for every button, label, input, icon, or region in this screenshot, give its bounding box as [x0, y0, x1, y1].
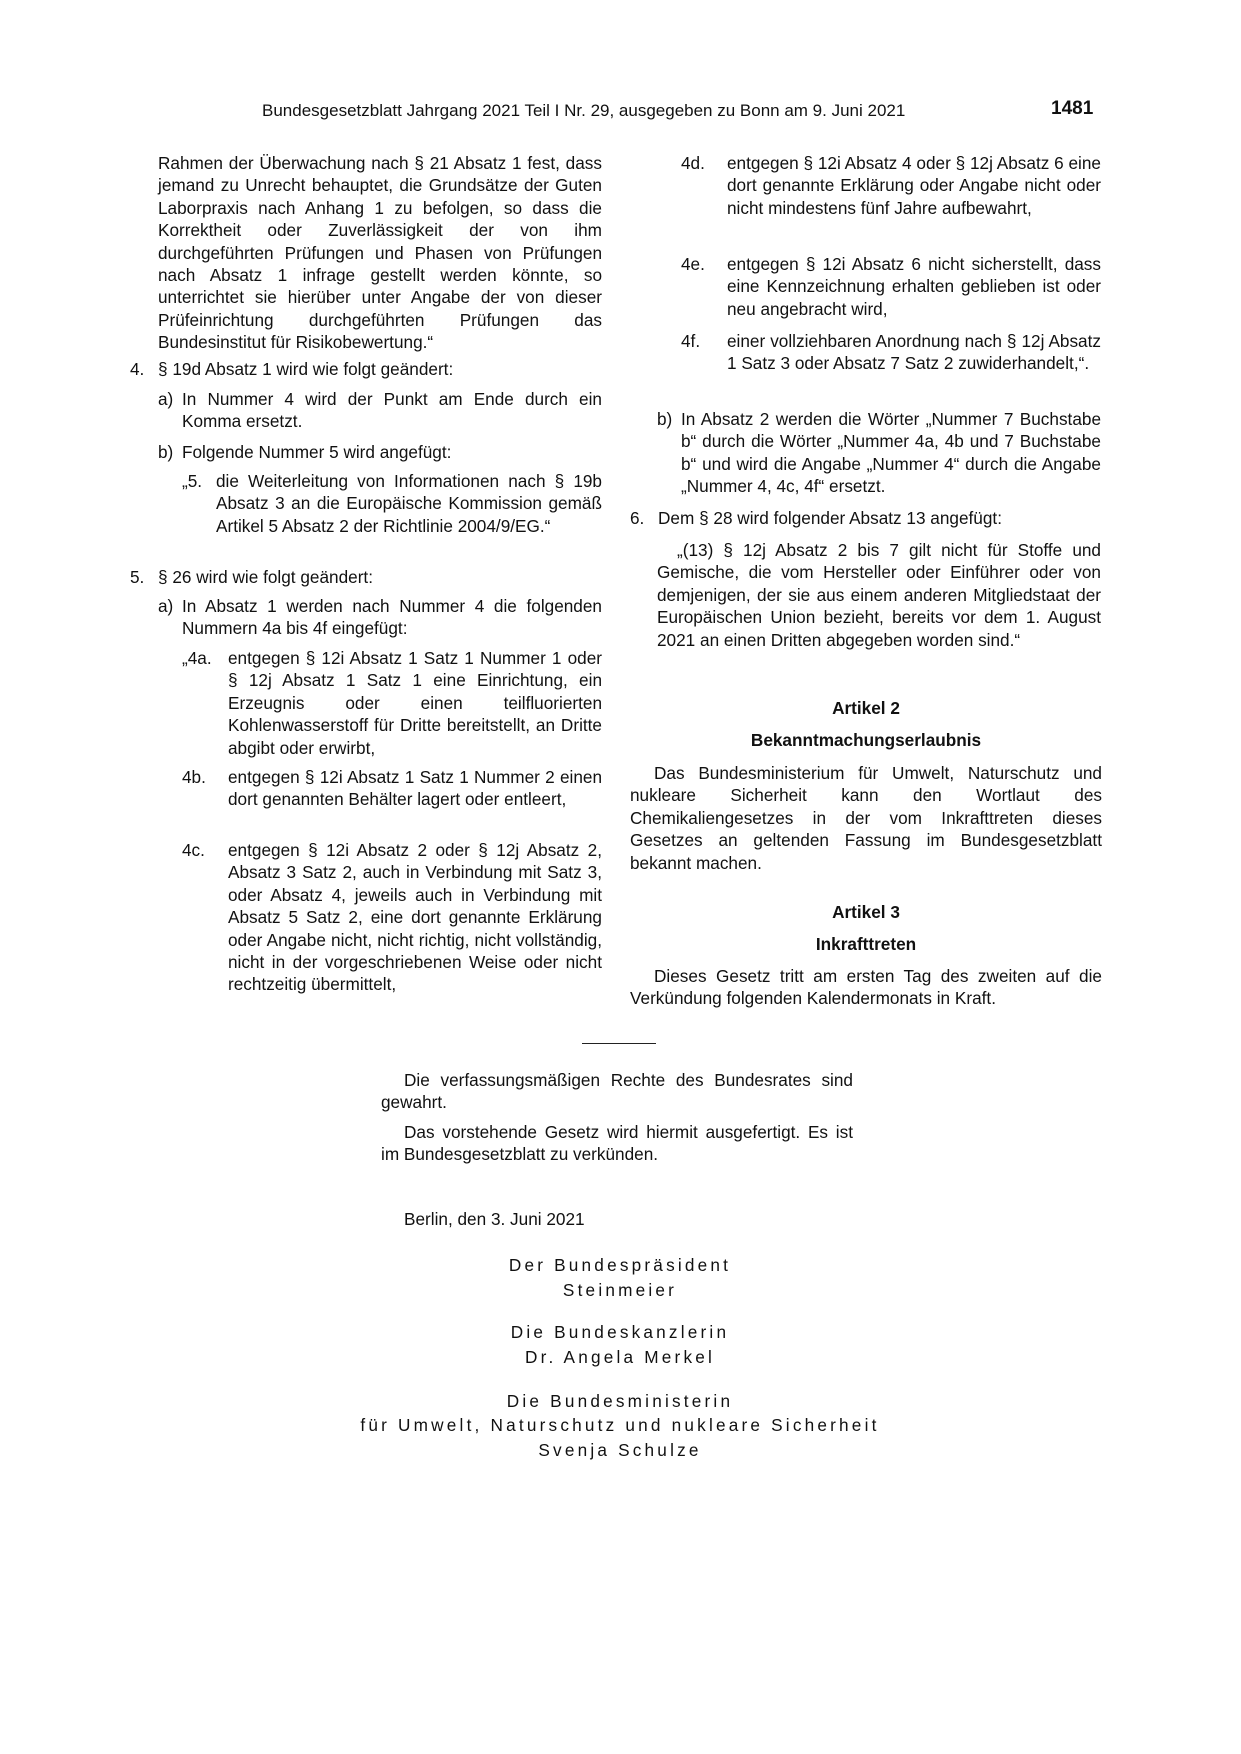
amendment-item-6 — [630, 507, 1102, 529]
sub-label: a) — [158, 596, 174, 616]
article-2-text: Das Bundesministerium für Umwelt, Naturschutz und nukleare Sicherheit kann den Wortlaut des Chemikaliengesetzes in der vom Inkrafttreten dieses Gesetzes an geltenden Fassung im Bundesgesetzblatt bekannt machen. — [630, 763, 1102, 873]
number-label: „4a. — [182, 648, 212, 668]
number-text: entgegen § 12i Absatz 6 nicht sicherstellt, dass eine Kennzeichnung erhalten geblieben ist oder neu angebracht wird, — [727, 254, 1101, 319]
item-text: § 26 wird wie folgt geändert: — [158, 567, 373, 587]
promulgation-statement: Das vorstehende Gesetz wird hiermit ausgefertigt. Es ist im Bundesgesetzblatt zu verkünden. — [381, 1122, 853, 1165]
sub-text: Folgende Nummer 5 wird angefügt: — [182, 442, 452, 462]
number-label: 4d. — [681, 153, 705, 173]
number-text: entgegen § 12i Absatz 1 Satz 1 Nummer 1 oder § 12j Absatz 1 Satz 1 eine Einrichtung, ein Erzeugnis oder einen teilfluorierten Kohlenwasserstoff für Dritte bereitstellt, an Dritte abgibt oder erwirbt, — [228, 648, 602, 758]
number-text: entgegen § 12i Absatz 2 oder § 12j Absatz 2, Absatz 3 Satz 2, auch in Verbindung mit Satz 3, oder Absatz 4, jeweils auch in Verbindung mit Absatz 5 Satz 2, eine dort genannte Erklärung oder Angabe nicht, nicht richtig, nicht vollständig, nicht in der vorgeschriebenen Weise oder nicht rechtzeitig übermittelt, — [228, 840, 602, 995]
new-number-4d — [681, 152, 1101, 219]
new-number-5 — [182, 470, 602, 537]
sub-text: In Nummer 4 wird der Punkt am Ende durch ein Komma ersetzt. — [182, 389, 602, 432]
amendment-item-5 — [130, 566, 602, 588]
item-4-sub-a — [158, 388, 602, 433]
signatory-3-subtitle: für Umwelt, Naturschutz und nukleare Sicherheit — [360, 1415, 880, 1435]
number-text: entgegen § 12i Absatz 4 oder § 12j Absatz 6 eine dort genannte Erklärung oder Angabe nicht oder nicht mindestens fünf Jahre aufbewahrt, — [727, 153, 1101, 218]
amendment-item-4 — [130, 358, 602, 380]
sub-label: a) — [158, 389, 174, 409]
new-number-4c — [182, 839, 602, 996]
signatory-2-title: Die Bundeskanzlerin — [510, 1322, 730, 1342]
new-number-4e — [681, 253, 1101, 320]
number-text: entgegen § 12i Absatz 1 Satz 1 Nummer 2 einen dort genannten Behälter lagert oder entleert, — [228, 767, 602, 810]
item-5-sub-a — [158, 595, 602, 640]
sub-text: In Absatz 2 werden die Wörter „Nummer 7 Buchstabe b“ durch die Wörter „Nummer 4a, 4b und 7 Buchstabe b“ und wird die Angabe „Nummer 4“ durch die Angabe „Nummer 4, 4c, 4f“ ersetzt. — [681, 409, 1101, 497]
sub-text: In Absatz 1 werden nach Nummer 4 die folgenden Nummern 4a bis 4f eingefügt: — [182, 596, 602, 639]
signatory-2-name: Dr. Angela Merkel — [524, 1347, 716, 1367]
item-text: Dem § 28 wird folgender Absatz 13 angefügt: — [658, 508, 1002, 528]
sub-label: b) — [657, 409, 673, 429]
article-2-heading: Bekanntmachungserlaubnis — [750, 730, 982, 750]
separator-rule — [582, 1043, 656, 1044]
number-label: 4f. — [681, 331, 701, 351]
number-label: 4c. — [182, 840, 205, 860]
continuation-paragraph: Rahmen der Überwachung nach § 21 Absatz 1 fest, dass jemand zu Unrecht behauptet, die Grundsätze der Guten Laborpraxis nach Anhang 1 zu befolgen, so dass die Korrektheit oder Zuverlässigkeit der von ihm durchgeführten Prüfungen und Phasen von Prüfungen nach Absatz 1 infrage gestellt werden könnte, so unterrichtet sie hierüber unter Angabe der von dieser Prüfeinrichtung durchgeführten Prüfungen das Bundesinstitut für Risikobewertung.“ — [158, 153, 602, 353]
number-text: einer vollziehbaren Anordnung nach § 12j Absatz 1 Satz 3 oder Absatz 7 Satz 2 zuwiderhandelt,“. — [727, 331, 1101, 374]
article-3-heading: Inkrafttreten — [815, 934, 917, 954]
new-paragraph-13: „(13) § 12j Absatz 2 bis 7 gilt nicht für Stoffe und Gemische, die vom Hersteller oder Einführer oder von demjenigen, der sie aus einem anderen Mitgliedstaat der Europäischen Union bezieht, bereits vor dem 1. August 2021 an einen Dritten abgegeben worden sind.“ — [657, 540, 1101, 650]
new-number-4f — [681, 330, 1101, 375]
article-2-title: Artikel 2 — [832, 698, 900, 718]
item-number: 4. — [130, 359, 145, 379]
item-4-sub-b — [158, 441, 602, 463]
running-header: Bundesgesetzblatt Jahrgang 2021 Teil I Nr. 29, ausgegeben zu Bonn am 9. Juni 2021 — [262, 101, 906, 120]
signatory-1-title: Der Bundespräsident — [508, 1255, 732, 1275]
new-number-4a — [182, 647, 602, 759]
number-label: 4e. — [681, 254, 705, 274]
number-label: „5. — [182, 471, 203, 491]
article-3-text: Dieses Gesetz tritt am ersten Tag des zweiten auf die Verkündung folgenden Kalendermonats in Kraft. — [630, 966, 1102, 1009]
new-number-4b — [182, 766, 602, 811]
article-3-title: Artikel 3 — [832, 902, 900, 922]
sub-label: b) — [158, 442, 174, 462]
place-and-date: Berlin, den 3. Juni 2021 — [404, 1209, 585, 1229]
bundesrat-statement: Die verfassungsmäßigen Rechte des Bundesrates sind gewahrt. — [381, 1070, 853, 1113]
number-text: die Weiterleitung von Informationen nach § 19b Absatz 3 an die Europäische Kommission gemäß Artikel 5 Absatz 2 der Richtlinie 2004/9/EG.“ — [216, 471, 602, 536]
number-label: 4b. — [182, 767, 206, 787]
item-number: 6. — [630, 508, 645, 528]
signatory-3-name: Svenja Schulze — [538, 1440, 702, 1460]
page-number: 1481 — [1051, 98, 1094, 119]
item-number: 5. — [130, 567, 145, 587]
item-5-sub-b — [657, 408, 1101, 498]
signatory-1-name: Steinmeier — [562, 1280, 678, 1300]
item-text: § 19d Absatz 1 wird wie folgt geändert: — [158, 359, 454, 379]
signatory-3-title: Die Bundesministerin — [506, 1391, 734, 1411]
